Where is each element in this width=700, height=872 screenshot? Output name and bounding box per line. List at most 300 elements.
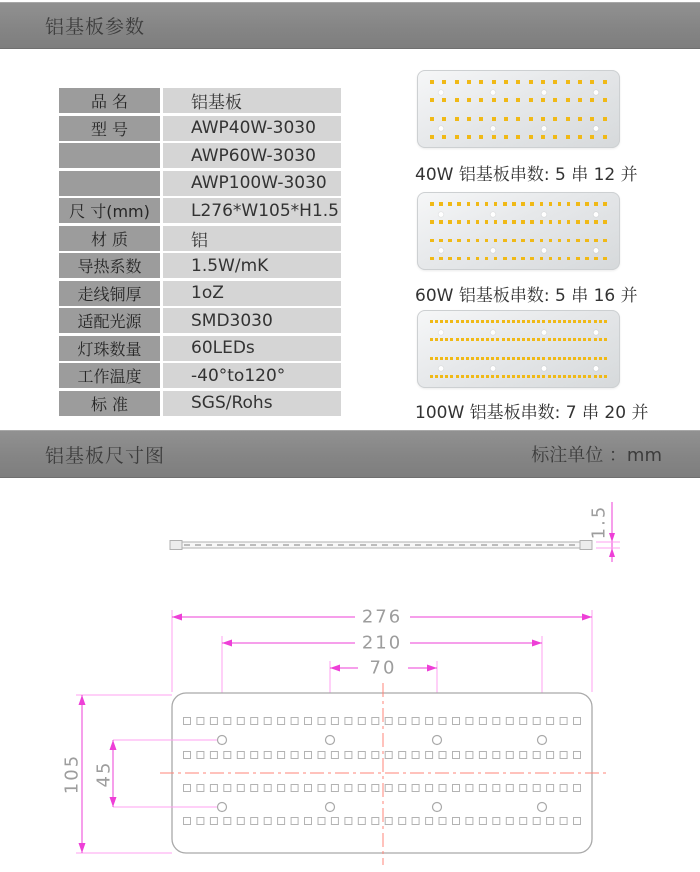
dim-label-hole-span: 210	[361, 632, 403, 654]
led-dot	[573, 320, 576, 323]
led-dot	[456, 338, 459, 341]
led-dot	[588, 357, 591, 360]
led-dot	[456, 375, 459, 378]
led-row	[430, 80, 607, 84]
led-dot	[604, 357, 607, 360]
led-dot	[585, 239, 589, 243]
led-dot	[479, 80, 483, 84]
led-dot	[503, 202, 507, 206]
led-dot	[481, 320, 484, 323]
led-dot	[522, 375, 525, 378]
led-dot	[507, 375, 510, 378]
led-dot	[455, 98, 459, 102]
led-dot	[430, 220, 434, 224]
led-dot	[507, 320, 510, 323]
led-dot	[540, 220, 544, 224]
led-dot	[548, 338, 551, 341]
led-dot	[594, 202, 598, 206]
spec-value: -40°to120°	[163, 363, 341, 388]
led-dot	[594, 375, 597, 378]
led-dot	[530, 239, 534, 243]
led-dot	[466, 375, 469, 378]
led-dot	[486, 338, 489, 341]
led-dot	[583, 375, 586, 378]
led-dot	[537, 375, 540, 378]
spec-value: L276*W105*H1.5	[163, 198, 341, 223]
led-dot	[516, 117, 520, 121]
dimension-diagram-svg	[0, 480, 700, 872]
led-dot	[521, 257, 525, 261]
led-dot	[430, 135, 434, 139]
led-dot	[521, 220, 525, 224]
spec-value: AWP40W-3030	[163, 116, 341, 141]
spec-label: 型 号	[59, 116, 160, 141]
spec-value: AWP100W-3030	[163, 171, 341, 196]
spec-value: 铝	[163, 226, 341, 251]
led-dot	[512, 220, 516, 224]
led-dot	[541, 117, 545, 121]
led-dot	[439, 202, 443, 206]
led-dot	[532, 375, 535, 378]
led-dot	[476, 202, 480, 206]
dim-label-width: 105	[61, 753, 83, 795]
led-dot	[530, 202, 534, 206]
led-dot	[568, 357, 571, 360]
dims-header-bar	[0, 430, 700, 478]
led-dot	[517, 320, 520, 323]
led-dot	[486, 357, 489, 360]
led-dot	[479, 135, 483, 139]
mount-hole	[593, 330, 598, 335]
led-dot	[540, 257, 544, 261]
mount-hole	[593, 126, 598, 131]
led-row	[430, 135, 607, 139]
led-dot	[603, 257, 607, 261]
led-dot	[512, 320, 515, 323]
led-dot	[576, 257, 580, 261]
led-dot	[456, 357, 459, 360]
led-dot	[522, 320, 525, 323]
led-dot	[585, 202, 589, 206]
led-dot	[467, 135, 471, 139]
led-dot	[494, 239, 498, 243]
led-dot	[467, 239, 471, 243]
led-dot	[491, 375, 494, 378]
led-dot	[594, 338, 597, 341]
led-dot	[476, 239, 480, 243]
led-dot	[548, 375, 551, 378]
dim-label-hole-row-span: 45	[93, 760, 115, 788]
led-dot	[594, 220, 598, 224]
mount-hole	[542, 212, 547, 217]
mount-hole	[439, 248, 444, 253]
led-dot	[599, 320, 602, 323]
led-dot	[448, 220, 452, 224]
led-dot	[503, 220, 507, 224]
led-dot	[553, 117, 557, 121]
led-dot	[445, 375, 448, 378]
spec-value: 铝基板	[163, 88, 341, 113]
mount-hole	[439, 212, 444, 217]
spec-label: 材 质	[59, 226, 160, 251]
led-dot	[457, 239, 461, 243]
led-dot	[442, 80, 446, 84]
led-dot	[450, 320, 453, 323]
led-dot	[604, 320, 607, 323]
led-dot	[466, 320, 469, 323]
mount-hole	[593, 90, 598, 95]
led-row	[430, 239, 607, 243]
led-dot	[594, 239, 598, 243]
led-dot	[566, 98, 570, 102]
spec-label: 灯珠数量	[59, 336, 160, 361]
led-dot	[502, 375, 505, 378]
led-dot	[516, 135, 520, 139]
led-dot	[532, 338, 535, 341]
led-row	[430, 357, 607, 360]
led-dot	[442, 117, 446, 121]
led-dot	[585, 257, 589, 261]
led-dot	[466, 357, 469, 360]
led-dot	[541, 80, 545, 84]
led-dot	[467, 202, 471, 206]
led-row	[430, 117, 607, 121]
led-dot	[476, 338, 479, 341]
led-dot	[599, 338, 602, 341]
led-dot	[563, 320, 566, 323]
led-dot	[583, 338, 586, 341]
led-dot	[491, 357, 494, 360]
led-dot	[599, 357, 602, 360]
led-dot	[540, 239, 544, 243]
led-dot	[542, 320, 545, 323]
mount-hole	[490, 126, 495, 131]
spec-row	[59, 363, 341, 388]
led-row	[430, 320, 607, 323]
led-dot	[522, 357, 525, 360]
led-dot	[503, 257, 507, 261]
led-dot	[512, 375, 515, 378]
led-row	[430, 220, 607, 224]
led-dot	[578, 320, 581, 323]
led-dot	[578, 375, 581, 378]
led-dot	[448, 239, 452, 243]
led-dot	[576, 202, 580, 206]
led-dot	[442, 135, 446, 139]
spec-label: 工作温度	[59, 363, 160, 388]
led-row	[430, 375, 607, 378]
led-dot	[558, 239, 562, 243]
led-dot	[549, 202, 553, 206]
led-dot	[430, 117, 434, 121]
led-dot	[492, 117, 496, 121]
led-dot	[567, 239, 571, 243]
led-dot	[455, 80, 459, 84]
led-dot	[502, 357, 505, 360]
led-dot	[467, 257, 471, 261]
mount-hole	[542, 126, 547, 131]
led-dot	[494, 220, 498, 224]
led-dot	[504, 98, 508, 102]
led-dot	[461, 375, 464, 378]
led-dot	[461, 320, 464, 323]
led-dot	[440, 320, 443, 323]
led-dot	[485, 220, 489, 224]
led-dot	[578, 357, 581, 360]
led-dot	[588, 375, 591, 378]
led-dot	[563, 375, 566, 378]
led-dot	[530, 220, 534, 224]
led-dot	[604, 338, 607, 341]
dim-label-hole-pitch: 70	[369, 657, 397, 679]
led-dot	[466, 338, 469, 341]
dim-thickness	[589, 502, 621, 562]
led-dot	[496, 320, 499, 323]
params-header-title: 铝基板参数	[45, 16, 146, 38]
led-dot	[448, 202, 452, 206]
mount-hole	[542, 90, 547, 95]
mount-hole	[439, 330, 444, 335]
led-dot	[435, 375, 438, 378]
led-dot	[548, 357, 551, 360]
led-dot	[504, 135, 508, 139]
led-dot	[504, 117, 508, 121]
spec-value: AWP60W-3030	[163, 143, 341, 168]
led-dot	[457, 202, 461, 206]
led-dot	[496, 338, 499, 341]
spec-label: 导热系数	[59, 253, 160, 278]
led-dot	[553, 135, 557, 139]
led-dot	[542, 357, 545, 360]
led-row	[430, 202, 607, 206]
led-dot	[467, 98, 471, 102]
mount-hole	[439, 126, 444, 131]
dim-width-105	[62, 695, 173, 853]
led-dot	[479, 117, 483, 121]
led-dot	[450, 375, 453, 378]
led-dot	[603, 239, 607, 243]
led-dot	[553, 320, 556, 323]
led-dot	[502, 320, 505, 323]
led-dot	[558, 202, 562, 206]
led-dot	[566, 80, 570, 84]
mount-hole	[490, 330, 495, 335]
led-row	[430, 98, 607, 102]
led-dot	[512, 338, 515, 341]
spec-row	[59, 143, 341, 168]
led-dot	[537, 357, 540, 360]
led-dot	[471, 338, 474, 341]
led-dot	[486, 320, 489, 323]
led-dot	[548, 320, 551, 323]
led-dot	[457, 220, 461, 224]
led-dot	[563, 338, 566, 341]
led-dot	[590, 98, 594, 102]
dimension-diagram	[0, 480, 700, 872]
led-dot	[503, 239, 507, 243]
led-dot	[566, 117, 570, 121]
led-dot	[590, 117, 594, 121]
led-dot	[590, 135, 594, 139]
pcb-board-100w-image	[417, 310, 620, 388]
mount-hole	[439, 366, 444, 371]
led-dot	[599, 375, 602, 378]
led-dot	[573, 357, 576, 360]
led-dot	[430, 375, 433, 378]
led-dot	[485, 257, 489, 261]
led-dot	[512, 357, 515, 360]
led-dot	[456, 320, 459, 323]
led-dot	[568, 320, 571, 323]
led-dot	[435, 338, 438, 341]
led-dot	[517, 375, 520, 378]
led-dot	[573, 375, 576, 378]
led-dot	[529, 117, 533, 121]
led-dot	[549, 220, 553, 224]
led-dot	[567, 202, 571, 206]
led-dot	[604, 375, 607, 378]
led-dot	[471, 320, 474, 323]
led-dot	[603, 98, 607, 102]
led-dot	[494, 202, 498, 206]
led-dot	[527, 320, 530, 323]
led-dot	[496, 375, 499, 378]
led-dot	[527, 338, 530, 341]
led-dot	[467, 220, 471, 224]
spec-label: 品 名	[59, 88, 160, 113]
led-dot	[492, 80, 496, 84]
led-dot	[583, 320, 586, 323]
led-dot	[494, 257, 498, 261]
led-dot	[578, 338, 581, 341]
led-dot	[576, 220, 580, 224]
led-dot	[527, 375, 530, 378]
led-dot	[532, 357, 535, 360]
led-dot	[476, 357, 479, 360]
led-dot	[430, 80, 434, 84]
led-dot	[496, 357, 499, 360]
dims-header-title: 铝基板尺寸图	[45, 444, 166, 467]
led-dot	[516, 98, 520, 102]
led-dot	[603, 80, 607, 84]
spec-value: SMD3030	[163, 308, 341, 333]
led-dot	[507, 357, 510, 360]
pcb-board-40w-image	[417, 70, 620, 148]
led-dot	[529, 135, 533, 139]
led-dot	[603, 220, 607, 224]
led-dot	[594, 257, 598, 261]
led-dot	[491, 320, 494, 323]
led-dot	[568, 375, 571, 378]
led-dot	[430, 202, 434, 206]
led-dot	[594, 320, 597, 323]
pcb-side-view	[170, 541, 592, 550]
led-dot	[532, 320, 535, 323]
led-dot	[603, 135, 607, 139]
led-dot	[450, 357, 453, 360]
led-dot	[430, 338, 433, 341]
led-dot	[504, 80, 508, 84]
spec-row	[59, 198, 341, 223]
led-dot	[558, 357, 561, 360]
led-dot	[517, 357, 520, 360]
led-dot	[594, 357, 597, 360]
led-dot	[471, 357, 474, 360]
led-dot	[491, 338, 494, 341]
led-dot	[590, 80, 594, 84]
led-dot	[517, 338, 520, 341]
spec-row	[59, 226, 341, 251]
led-dot	[542, 375, 545, 378]
led-dot	[576, 239, 580, 243]
led-row	[430, 338, 607, 341]
led-dot	[583, 357, 586, 360]
led-dot	[502, 338, 505, 341]
led-dot	[461, 338, 464, 341]
led-dot	[578, 98, 582, 102]
mount-hole	[490, 366, 495, 371]
led-dot	[486, 375, 489, 378]
mount-hole	[542, 366, 547, 371]
led-dot	[578, 117, 582, 121]
led-dot	[540, 202, 544, 206]
led-dot	[492, 135, 496, 139]
led-dot	[522, 338, 525, 341]
led-dot	[481, 338, 484, 341]
mount-hole	[593, 366, 598, 371]
led-dot	[471, 375, 474, 378]
led-dot	[467, 117, 471, 121]
led-dot	[603, 117, 607, 121]
led-dot	[563, 357, 566, 360]
led-dot	[521, 202, 525, 206]
pcb-board-40w-caption: 40W 铝基板串数: 5 串 12 并	[415, 165, 638, 185]
led-dot	[450, 338, 453, 341]
led-dot	[507, 338, 510, 341]
mount-hole	[593, 248, 598, 253]
led-dot	[527, 357, 530, 360]
led-dot	[603, 202, 607, 206]
led-dot	[567, 257, 571, 261]
led-dot	[492, 98, 496, 102]
spec-row	[59, 88, 341, 113]
led-dot	[537, 338, 540, 341]
led-dot	[588, 320, 591, 323]
led-dot	[479, 98, 483, 102]
led-dot	[553, 338, 556, 341]
led-dot	[558, 338, 561, 341]
led-dot	[467, 80, 471, 84]
led-dot	[439, 239, 443, 243]
led-dot	[442, 98, 446, 102]
led-dot	[553, 98, 557, 102]
led-dot	[530, 257, 534, 261]
led-dot	[481, 375, 484, 378]
spec-value: 1.5W/mK	[163, 253, 341, 278]
led-dot	[512, 202, 516, 206]
led-dot	[566, 135, 570, 139]
led-dot	[430, 357, 433, 360]
led-dot	[553, 80, 557, 84]
pcb-board-60w-image	[417, 192, 620, 270]
spec-label: 适配光源	[59, 308, 160, 333]
params-header-bar	[0, 2, 700, 49]
led-dot	[558, 257, 562, 261]
led-dot	[440, 338, 443, 341]
led-dot	[578, 135, 582, 139]
led-dot	[457, 257, 461, 261]
pcb-board-100w-caption: 100W 铝基板串数: 7 串 20 并	[415, 403, 649, 423]
